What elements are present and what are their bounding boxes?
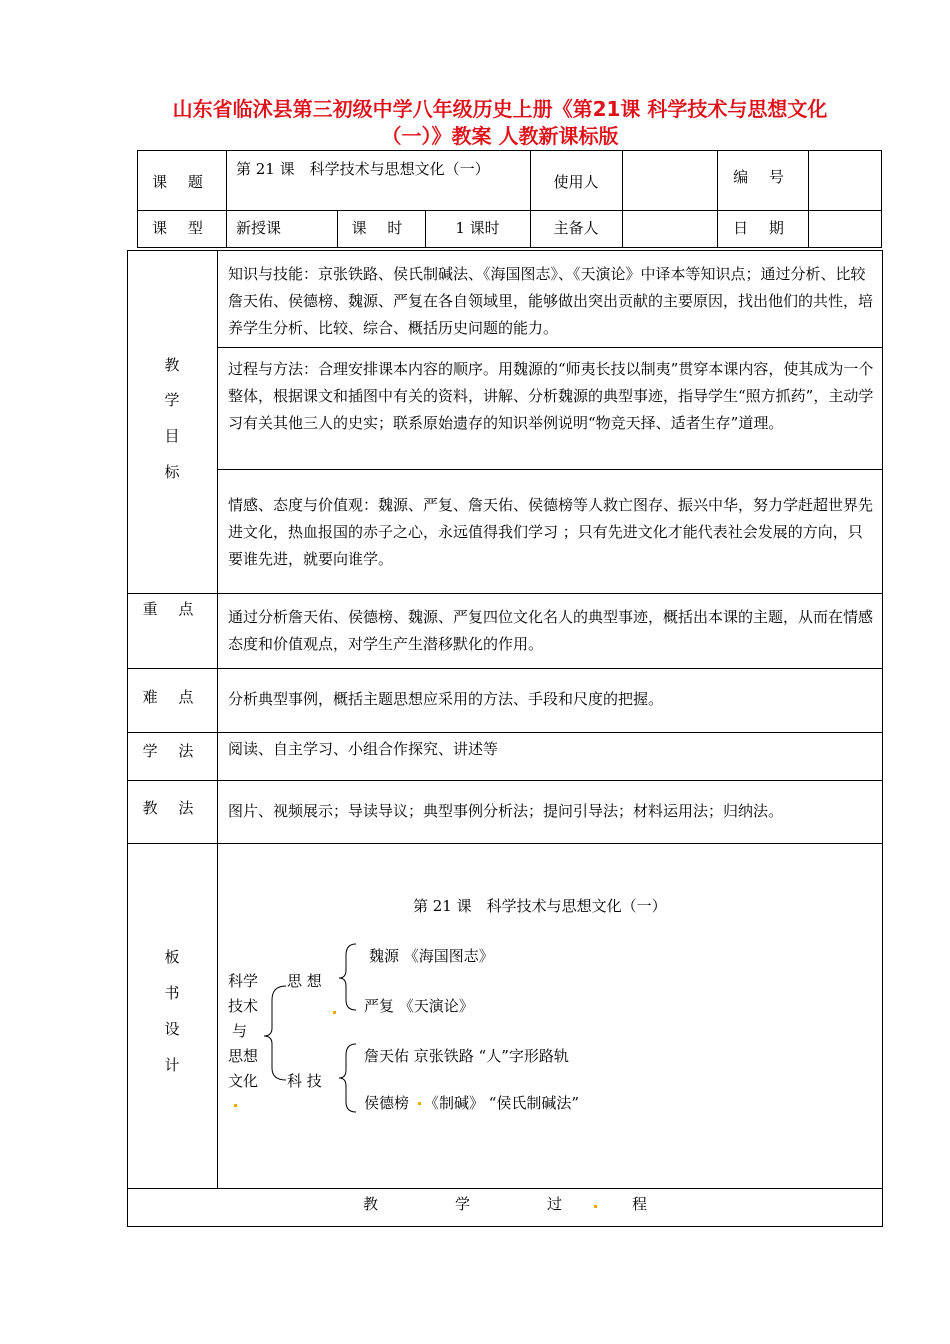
hours-label: 课 时 (351, 219, 411, 237)
board-branch-thought: 思 想 (287, 972, 322, 990)
difficulty-text: 分析典型事例，概括主题思想应采用的方法、手段和尺度的把握。 (228, 690, 664, 708)
board-branch-tech: 科 技 (287, 1072, 322, 1090)
decor-dot (594, 1205, 597, 1208)
study-text: 阅读、自主学习、小组合作探究、讲述等 (228, 740, 499, 758)
board-item-zhan-tianyou: 詹天佑 京张铁路 “人”字形路轨 (364, 1047, 569, 1065)
board-label-1: 板 (164, 948, 180, 966)
type-label: 课 型 (152, 219, 211, 237)
number-label: 编 号 (733, 168, 792, 186)
footer-char-2: 学 (455, 1195, 471, 1213)
board-label-4: 计 (164, 1056, 180, 1074)
board-item-yan-fu: 严复 《天演论》 (364, 997, 474, 1015)
lesson-label: 课 题 (152, 173, 211, 191)
footer-char-3: 过 (547, 1195, 563, 1213)
type-value: 新授课 (236, 219, 282, 237)
study-label: 学 法 (142, 742, 202, 760)
board-root-2: 技术 (228, 997, 259, 1015)
user-label: 使用人 (553, 173, 599, 191)
preparer-label: 主备人 (553, 219, 599, 237)
key-text: 通过分析詹天佑、侯德榜、魏源、严复四位文化名人的典型事迹，概括出本课的主题，从而在情感态度和价值观点，对学生产生潜移默化的作用。 (228, 608, 874, 653)
goal-knowledge: 知识与技能：京张铁路、侯氏制碱法、《海国图志》、《天演论》中译本等知识点；通过分析、比较詹天佑、侯德榜、魏源、严复在各自领域里，能够做出突出贡献的主要原因，找出他们的共性，培养学生分析、比较、综合、概括历史问题的能力。 (228, 265, 874, 337)
board-item-hou-debang: 侯德榜 (364, 1094, 410, 1112)
key-label: 重 点 (142, 600, 202, 618)
decor-dot (333, 1011, 336, 1014)
footer-char-1: 教 (363, 1195, 379, 1213)
board-root-4: 思想 (228, 1047, 259, 1065)
decor-dot (418, 1102, 421, 1105)
board-label-3: 设 (164, 1020, 180, 1038)
decor-dot (234, 1104, 237, 1107)
board-root-5: 文化 (228, 1072, 259, 1090)
board-item-hou-method: 《制碱》 “侯氏制碱法” (424, 1094, 580, 1112)
title-line-2: （一）》教案 人教新课标版 (381, 124, 619, 148)
footer-char-4: 程 (632, 1195, 648, 1213)
lesson-value: 第 21 课 科学技术与思想文化（一） (236, 160, 490, 178)
goal-emotion: 情感、态度与价值观：魏源、严复、詹天佑、侯德榜等人救亡图存、振兴中华，努力学赶超世界先进文化，热血报国的赤子之心，永远值得我们学习 ；只有先进文化才能代表社会发展的方向，只要谁先进，就要向谁学。 (228, 496, 874, 568)
title-line-1: 山东省临沭县第三初级中学八年级历史上册《第21课 科学技术与思想文化 (172, 97, 828, 121)
board-label-2: 书 (164, 984, 180, 1002)
difficulty-label: 难 点 (142, 688, 202, 706)
goals-label-4: 标 (164, 463, 180, 481)
teach-label: 教 法 (142, 799, 202, 817)
root-brace (264, 986, 286, 1080)
board-heading: 第 21 课 科学技术与思想文化（一） (413, 897, 667, 915)
goals-label-1: 教 (164, 356, 180, 374)
goal-process: 过程与方法：合理安排课本内容的顺序。用魏源的“师夷长技以制夷”贯穿本课内容，使其成为一个整体，根据课文和插图中有关的资料，讲解、分析魏源的典型事迹，指导学生“照方抓药”，主动学习有关其他三人的史实；联系原始遗存的知识举例说明“物竞天择、适者生存”道理。 (228, 360, 874, 432)
hours-value: 1 课时 (455, 219, 500, 237)
teach-text: 图片、视频展示；导读导议；典型事例分析法；提问引导法；材料运用法；归纳法。 (228, 802, 784, 820)
tech-brace (339, 1044, 356, 1112)
goals-label-2: 学 (164, 391, 180, 409)
board-root-1: 科学 (228, 972, 259, 990)
goals-label-3: 目 (164, 427, 180, 445)
board-root-3: 与 (232, 1022, 248, 1040)
board-item-wei-yuan: 魏源 《海国图志》 (369, 947, 494, 965)
date-label: 日 期 (733, 219, 792, 237)
thought-brace (339, 944, 356, 1010)
